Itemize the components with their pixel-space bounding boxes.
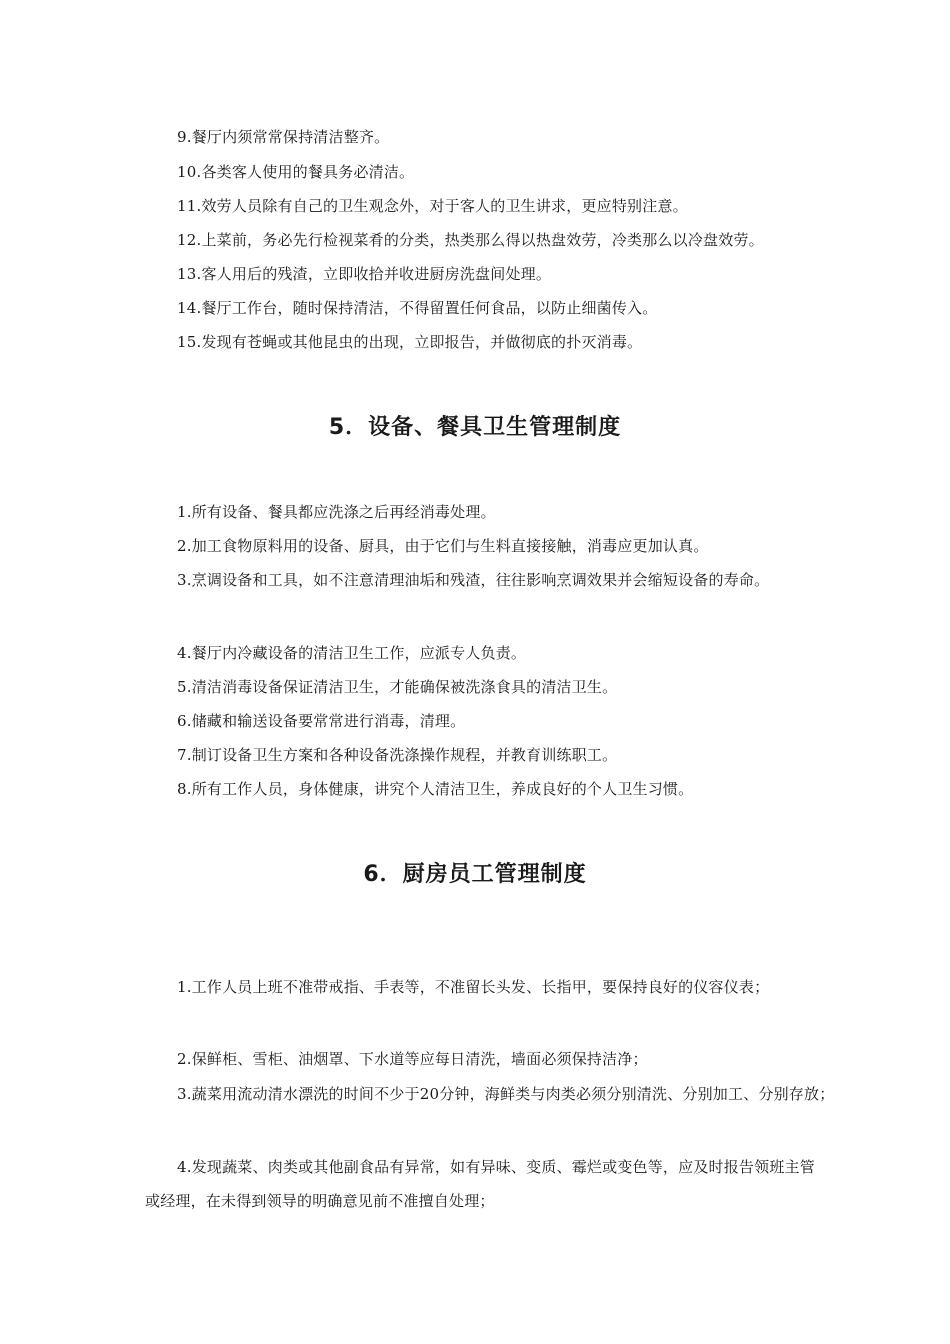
equipment-rule-5: 5.清洁消毒设备保证清洁卫生，才能确保被洗涤食具的清洁卫生。 xyxy=(177,678,618,696)
equipment-rule-1: 1.所有设备、餐具都应洗涤之后再经消毒处理。 xyxy=(177,503,496,521)
equipment-rule-3: 3.烹调设备和工具，如不注意清理油垢和残渣，往往影响烹调效果并会缩短设备的寿命。 xyxy=(177,571,770,589)
staff-rule-1: 1.工作人员上班不准带戒指、手表等，不准留长头发、长指甲，要保持良好的仪容仪表； xyxy=(177,978,770,996)
section-5-heading: 5．设备、餐具卫生管理制度 xyxy=(328,415,622,440)
section-6-heading: 6．厨房员工管理制度 xyxy=(363,862,587,887)
rule-item-11: 11.效劳人员除有自己的卫生观念外，对于客人的卫生讲求，更应特别注意。 xyxy=(177,197,688,215)
rule-item-10: 10.各类客人使用的餐具务必清洁。 xyxy=(177,163,415,181)
rule-item-14: 14.餐厅工作台，随时保持清洁，不得留置任何食品，以防止细菌传入。 xyxy=(177,299,658,317)
rule-item-12: 12.上菜前，务必先行检视菜肴的分类，热类那么得以热盘效劳，冷类那么以冷盘效劳。 xyxy=(177,231,764,249)
staff-rule-3: 3.蔬菜用流动清水漂洗的时间不少于20分钟，海鲜类与肉类必须分别清洗、分别加工、分别存放； xyxy=(177,1085,835,1103)
staff-rule-2: 2.保鲜柜、雪柜、油烟罩、下水道等应每日清洗，墙面必须保持洁净； xyxy=(177,1050,648,1068)
equipment-rule-2: 2.加工食物原料用的设备、厨具，由于它们与生料直接接触，消毒应更加认真。 xyxy=(177,537,709,555)
rule-item-15: 15.发现有苍蝇或其他昆虫的出现，立即报告，并做彻底的扑灭消毒。 xyxy=(177,333,643,351)
equipment-rule-7: 7.制订设备卫生方案和各种设备洗涤操作规程，并教育训练职工。 xyxy=(177,746,618,764)
equipment-rule-4: 4.餐厅内冷藏设备的清洁卫生工作，应派专人负责。 xyxy=(177,644,527,662)
rule-item-13: 13.客人用后的残渣，立即收拾并收进厨房洗盘间处理。 xyxy=(177,265,552,283)
rule-item-9: 9.餐厅内须常常保持清洁整齐。 xyxy=(177,128,390,146)
equipment-rule-8: 8.所有工作人员，身体健康，讲究个人清洁卫生，养成良好的个人卫生习惯。 xyxy=(177,780,694,798)
staff-rule-4: 4.发现蔬菜、肉类或其他副食品有异常，如有异味、变质、霉烂或变色等，应及时报告领班主管或经理，在未得到领导的明确意见前不准擅自处理； xyxy=(145,1158,815,1210)
equipment-rule-6: 6.储藏和输送设备要常常进行消毒，清理。 xyxy=(177,712,466,730)
